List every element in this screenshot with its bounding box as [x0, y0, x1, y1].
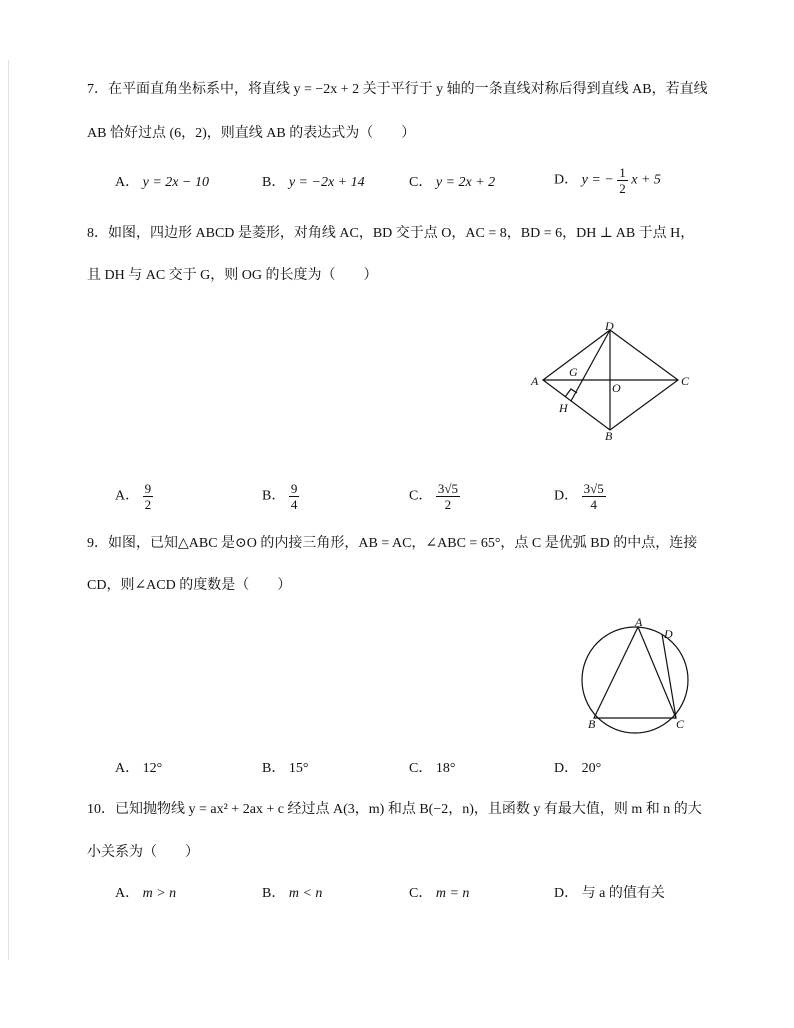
label-g: G	[569, 365, 578, 379]
fraction	[289, 481, 300, 512]
option-label: A．	[115, 175, 140, 190]
fraction-denominator: 4	[290, 497, 298, 512]
q8-option-c[interactable]	[409, 481, 460, 512]
label-c: C	[676, 717, 685, 731]
q7-option-a[interactable]	[115, 173, 209, 193]
fraction-numerator: 3√5	[437, 481, 458, 496]
option-label: D．	[554, 172, 579, 188]
rhombus-figure	[525, 318, 695, 443]
q9-option-b[interactable]	[262, 759, 308, 779]
label-o: O	[612, 381, 621, 395]
label-a: A	[635, 616, 643, 629]
option-label: B．	[262, 886, 286, 901]
fraction-numerator: 3√5	[583, 481, 604, 496]
q10-option-b[interactable]	[262, 884, 322, 904]
q8-stem-line2: 且 DH 与 AC 交于 G，则 OG 的长度为（ ）	[87, 268, 378, 283]
fraction	[582, 481, 606, 512]
option-label: D．	[554, 761, 579, 776]
q8-option-b[interactable]	[262, 481, 299, 512]
label-h: H	[559, 401, 568, 415]
option-label: A．	[115, 886, 140, 901]
q7-option-c[interactable]	[409, 173, 495, 193]
q10-option-a[interactable]	[115, 884, 176, 904]
fraction-numerator: 9	[144, 481, 152, 496]
option-text: m = n	[435, 886, 470, 901]
q9-option-c[interactable]	[409, 759, 455, 779]
fraction-numerator: 1	[619, 165, 626, 180]
q8-stem-line1: 8．如图，四边形 ABCD 是菱形，对角线 AC，BD 交于点 O，AC = 8，BD = 6，DH ⊥ AB 于点 H，	[87, 226, 695, 241]
option-label: C．	[409, 488, 433, 504]
label-d: D	[664, 627, 673, 641]
q7-stem-line2: AB 恰好过点 (6，2)，则直线 AB 的表达式为（ ）	[87, 126, 416, 141]
q7-option-d[interactable]	[554, 165, 661, 196]
circle-o	[582, 627, 688, 733]
option-label: A．	[115, 488, 140, 504]
label-b: B	[605, 429, 613, 443]
option-text: 18°	[435, 761, 456, 776]
option-text: y = 2x − 10	[142, 175, 209, 190]
option-text: 15°	[288, 761, 309, 776]
fraction	[436, 481, 460, 512]
q10-option-c[interactable]	[409, 884, 469, 904]
segment-cd	[662, 634, 676, 718]
option-text: 12°	[142, 761, 163, 776]
q9-stem-line1: 9．如图，已知△ABC 是⊙O 的内接三角形，AB = AC，∠ABC = 65°，点 C 是优弧 BD 的中点，连接	[87, 536, 698, 551]
option-label: D．	[554, 488, 579, 504]
fraction-denominator: 2	[444, 497, 452, 512]
q8-option-a[interactable]	[115, 481, 153, 512]
option-text: 与 a 的值有关	[581, 886, 665, 901]
option-label: C．	[409, 886, 433, 901]
fraction-denominator: 2	[144, 497, 152, 512]
option-label: A．	[115, 761, 140, 776]
option-label: D．	[554, 886, 579, 901]
q7-stem-line1: 7．在平面直角坐标系中，将直线 y = −2x + 2 关于平行于 y 轴的一条直线对称后得到直线 AB，若直线	[87, 82, 708, 97]
option-label: C．	[409, 761, 433, 776]
option-text-post: x + 5	[631, 172, 661, 188]
fraction-denominator: 4	[590, 497, 597, 512]
fraction-numerator: 9	[290, 481, 298, 496]
q10-stem-line2: 小关系为（ ）	[87, 845, 199, 860]
option-text: 20°	[581, 761, 602, 776]
option-text: m < n	[288, 886, 323, 901]
label-c: C	[681, 374, 690, 388]
label-a: A	[531, 374, 539, 388]
page-edge-line	[8, 60, 9, 960]
option-label: B．	[262, 488, 286, 504]
label-b: B	[588, 717, 596, 731]
option-text: m > n	[142, 886, 177, 901]
q9-stem-line2: CD，则∠ACD 的度数是（ ）	[87, 578, 292, 593]
option-text: y = 2x + 2	[435, 175, 496, 190]
option-label: B．	[262, 761, 286, 776]
fraction	[143, 481, 154, 512]
q8-option-d[interactable]	[554, 481, 606, 512]
option-label: C．	[409, 175, 433, 190]
option-text-pre: y = −	[581, 172, 614, 188]
label-d: D	[605, 319, 614, 333]
circle-figure	[578, 616, 698, 736]
q10-stem-line1: 10．已知抛物线 y = ax² + 2ax + c 经过点 A(3，m) 和点 B(−2，n)，且函数 y 有最大值，则 m 和 n 的大	[87, 802, 702, 817]
fraction-denominator: 2	[619, 181, 626, 196]
option-label: B．	[262, 175, 286, 190]
fraction	[617, 165, 628, 196]
q9-option-a[interactable]	[115, 759, 162, 779]
q9-option-d[interactable]	[554, 759, 601, 779]
option-text: y = −2x + 14	[288, 175, 365, 190]
q10-option-d[interactable]	[554, 884, 665, 904]
q7-option-b[interactable]	[262, 173, 365, 193]
